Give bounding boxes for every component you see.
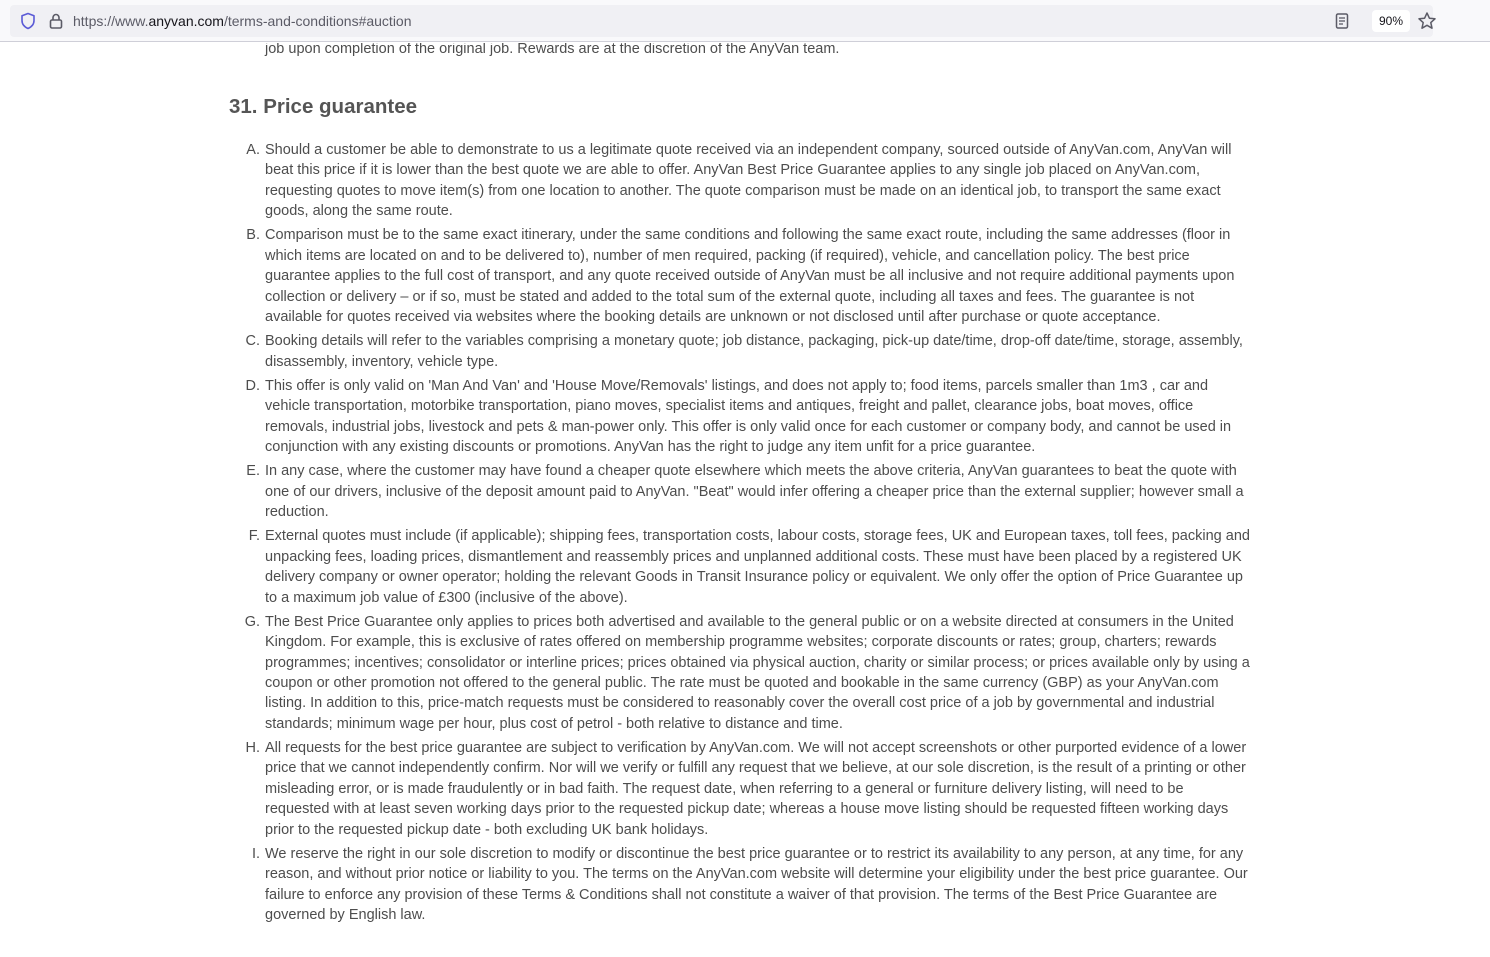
list-item-marker: E. — [246, 463, 260, 480]
list-item-text: In any case, where the customer may have found a cheaper quote elsewhere which meets the above criteria, AnyVan guarantees to beat the quote with one of our drivers, inclusive of the deposit amount paid to AnyVan. "Beat" would infer offering a cheaper price than the external supplier; however small a reduction. — [265, 463, 1244, 521]
page-content — [0, 43, 1490, 957]
list-item — [229, 225, 1251, 327]
list-item-marker: A. — [246, 142, 260, 158]
shield-icon[interactable] — [19, 12, 37, 30]
list-item-text: All requests for the best price guarantee are subject to verification by AnyVan.com. We will not accept screenshots or other purported evidence of a lower price that we cannot independently confirm. Nor will we verify or fulfill any request that we believe, at our sole discretion, is the result of a printing or other misleading error, or is made fraudulently or in bad faith. The request date, when referring to a general or furniture delivery listing, will need to be requested with at least seven working days prior to the requested pickup date; whereas a house move listing should be requested fifteen working days prior to the requested pickup date - both excluding UK bank holidays. — [265, 739, 1247, 838]
list-item — [229, 331, 1251, 372]
reader-view-icon[interactable] — [1333, 12, 1351, 30]
section-title: 31. Price guarantee — [229, 95, 418, 118]
list-item-marker: F. — [248, 528, 260, 545]
list-item-marker: B. — [246, 227, 260, 244]
list-item-text: This offer is only valid on 'Man And Van' and 'House Move/Removals' listings, and does not apply to; food items, parcels smaller than 1m3 , car and vehicle transportation, motorbike transportation, piano moves, specialist items and antiques, freight and pallet, clearance jobs, boat moves, office removals, industrial jobs, livestock and pets & man-power only. This offer is only valid once for each customer or company body, and cannot be used in conjunction with any existing discounts or promotions. AnyVan has the right to judge any item unfit for a price guarantee. — [265, 377, 1232, 456]
zoom-level-badge[interactable]: 90% — [1372, 10, 1410, 32]
list-item — [229, 461, 1251, 522]
list-item-text: Comparison must be to the same exact itinerary, under the same conditions and following the same exact route, including the same addresses (floor in which items are located on and to be delivered to), number of men required, packing (if required), vehicle, and cancellation policy. The best price guarantee applies to the full cost of transport, and any quote received outside of AnyVan must be all inclusive and not require additional payments upon collection or delivery – or if so, must be stated and added to the total sum of the external quote, including all taxes and fees. The guarantee is not available for quotes received via websites where the booking details are unknown or not disclosed until after purchase or quote acceptance. — [265, 227, 1235, 326]
list-item-text: Should a customer be able to demonstrate to us a legitimate quote received via an independent company, sourced outside of AnyVan.com, AnyVan will beat this price if it is lower than the best quote we are able to offer. AnyVan Best Price Guarantee applies to any single job placed on AnyVan.com, requesting quotes to move item(s) from one location to another. The quote comparison must be made on an identical job, to transport the same exact goods, along the same route. — [265, 142, 1232, 220]
list-item-text: External quotes must include (if applicable); shipping fees, transportation costs, labour costs, storage fees, UK and European taxes, toll fees, packing and unpacking fees, loading prices, dismantlement and reassembly prices and unplanned additional costs. These must have been placed by a registered UK delivery company or owner operator; holding the relevant Goods in Transit Insurance policy or equivalent. We only offer the option of Price Guarantee up to a maximum job value of £300 (inclusive of the above). — [265, 528, 1250, 606]
list-item — [229, 612, 1251, 734]
lock-icon[interactable] — [47, 12, 65, 30]
list-item-text: We reserve the right in our sole discretion to modify or discontinue the best price guarantee or to restrict its availability to any person, at any time, for any reason, and without prior notice or liability to you. The terms on the AnyVan.com website will determine your eligibility under the best price guarantee. Our failure to enforce any provision of these Terms & Conditions shall not constitute a waiver of that provision. The terms of the Best Price Guarantee are governed by English law. — [265, 845, 1248, 923]
list-item-marker: H. — [245, 739, 260, 756]
browser-toolbar — [0, 0, 1490, 42]
list-item-text: The Best Price Guarantee only applies to prices both advertised and available to the general public or on a website directed at consumers in the United Kingdom. For example, this is exclusive of rates offered on membership programme websites; corporate discounts or rates; group, charters; rewards programmes; incentives; consolidator or interline prices; prices obtained via physical auction, charity or similar process; or prices available only by using a coupon or other promotion not offered to the general public. The rate must be quoted and bookable in the same currency (GBP) as your AnyVan.com listing. In addition to this, price-match requests must be considered to reasonably cover the overall cost price of a job by governmental and industrial standards; minimum wage per hour, plus cost of petrol - both relative to distance and time. — [265, 613, 1250, 732]
list-item-marker: I. — [251, 845, 260, 862]
url-text[interactable] — [73, 13, 412, 29]
list-item-text: Booking details will refer to the variables comprising a monetary quote; job distance, packaging, pick-up date/time, drop-off date/time, storage, assembly, disassembly, inventory, vehicle type. — [265, 333, 1243, 370]
list-item — [229, 376, 1251, 458]
list-item — [229, 140, 1251, 222]
list-item — [229, 526, 1251, 608]
price-guarantee-list — [229, 140, 1251, 929]
bookmark-star-icon[interactable] — [1417, 11, 1437, 31]
list-item-marker: D. — [245, 377, 260, 394]
list-item-marker: C. — [245, 333, 260, 350]
list-item — [229, 738, 1251, 840]
url-host: anyvan.com — [148, 13, 224, 29]
previous-section-tail: job upon completion of the original job. Rewards are at the discretion of the AnyVan team. — [265, 43, 840, 57]
url-prefix: https://www. — [73, 13, 149, 29]
list-item — [229, 844, 1251, 926]
url-path: /terms-and-conditions#auction — [223, 13, 412, 29]
address-bar[interactable] — [10, 5, 1433, 37]
list-item-marker: G. — [244, 613, 260, 630]
